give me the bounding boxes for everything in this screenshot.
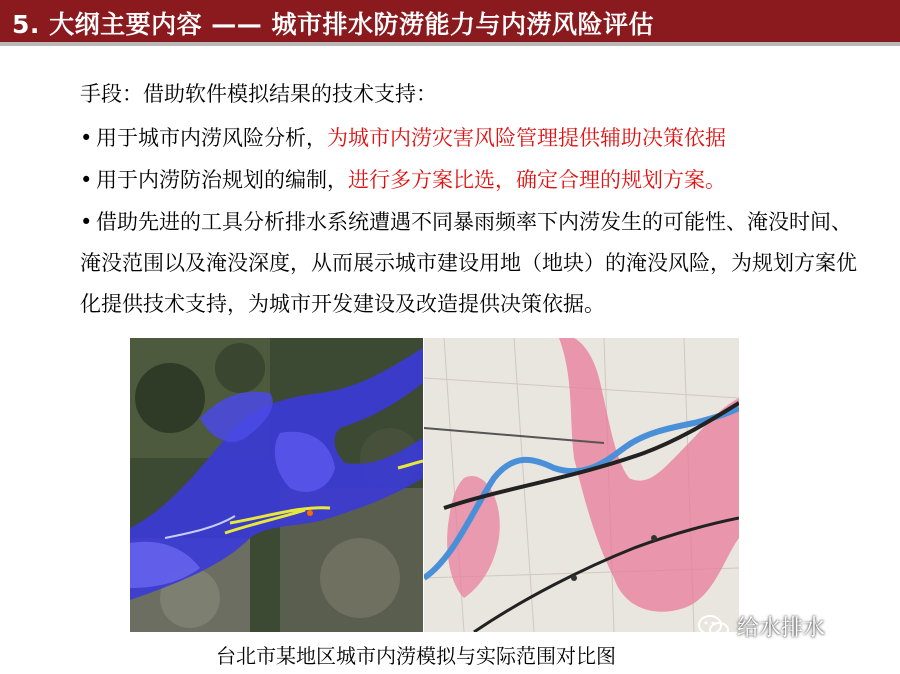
header-divider <box>0 42 900 46</box>
bullet-item-2 <box>80 160 870 201</box>
bullet-text: 借助先进的工具分析排水系统遭遇不同暴雨频率下内涝发生的可能性、淹没时间、淹没范围以及淹没深度，从而展示城市建设用地（地块）的淹没风险，为规划方案优化提供技术支持，为城市开发建设及改造提供决策依据。 <box>80 210 857 316</box>
wechat-icon <box>697 613 731 641</box>
watermark <box>697 611 825 642</box>
flood-simulation-image <box>130 338 423 632</box>
header-bar <box>0 0 900 42</box>
bullet-dot: • <box>80 126 93 150</box>
page-title: 5. 大纲主要内容 —— 城市排水防涝能力与内涝风险评估 <box>12 10 655 39</box>
figure-caption: 台北市某地区城市内涝模拟与实际范围对比图 <box>216 644 616 668</box>
watermark-text: 给水排水 <box>737 616 826 641</box>
bullet-text: 用于内涝防治规划的编制， <box>96 168 348 192</box>
bullet-text: 用于城市内涝风险分析， <box>96 126 327 150</box>
bullet-emphasis: 进行多方案比选，确定合理的规划方案。 <box>348 168 726 192</box>
actual-flood-map-image <box>424 338 739 632</box>
means-label: 手段：借助软件模拟结果的技术支持： <box>80 82 437 106</box>
bullet-item-1 <box>80 118 870 159</box>
bullet-item-3 <box>80 202 870 325</box>
bullet-dot: • <box>80 210 93 234</box>
bullet-emphasis: 为城市内涝灾害风险管理提供辅助决策依据 <box>327 126 726 150</box>
bullet-dot: • <box>80 168 93 192</box>
